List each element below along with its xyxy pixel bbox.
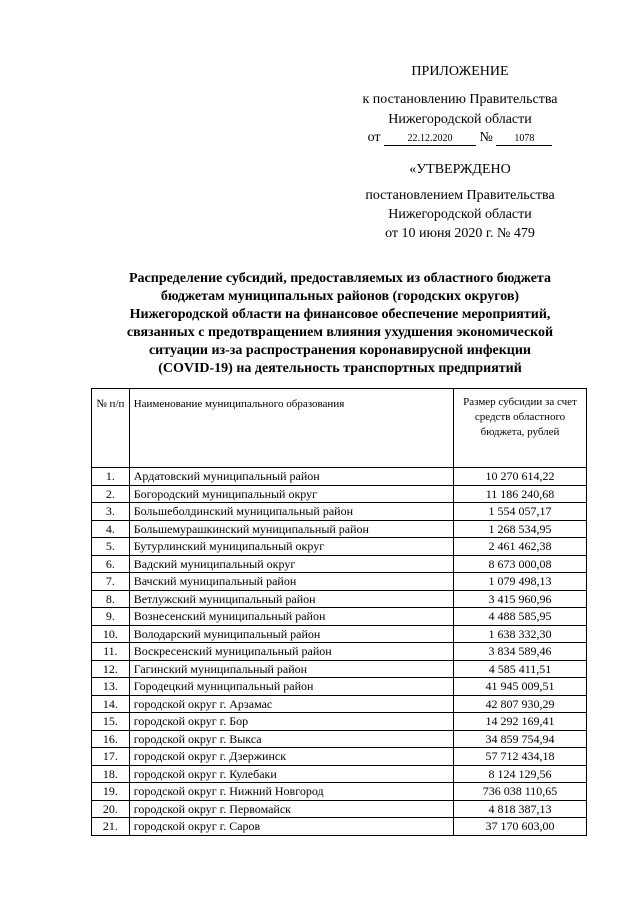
row-municipality: городской округ г. Дзержинск	[129, 748, 453, 766]
row-number: 7.	[92, 573, 130, 591]
table-row	[92, 748, 587, 766]
row-municipality: Вознесенский муниципальный район	[129, 608, 453, 626]
approved-line-2: Нижегородской области	[388, 207, 532, 222]
table-row	[92, 800, 587, 818]
title-line: связанных с предотвращением влияния ухудшения экономической	[126, 325, 554, 340]
row-municipality: Ветлужский муниципальный район	[129, 590, 453, 608]
decree-date: 22.12.2020	[384, 133, 476, 146]
row-municipality: городской округ г. Арзамас	[129, 695, 453, 713]
appendix-label: ПРИЛОЖЕНИЕ	[411, 64, 509, 79]
row-amount: 736 038 110,65	[454, 783, 587, 801]
row-amount: 41 945 009,51	[454, 678, 587, 696]
row-number: 3.	[92, 503, 130, 521]
row-municipality: Вачский муниципальный район	[129, 573, 453, 591]
subsidy-table	[91, 388, 587, 836]
table-row	[92, 678, 587, 696]
row-amount: 1 268 534,95	[454, 520, 587, 538]
table-row	[92, 625, 587, 643]
row-number: 16.	[92, 730, 130, 748]
table-row	[92, 818, 587, 836]
row-amount: 1 079 498,13	[454, 573, 587, 591]
document-title	[95, 270, 585, 378]
row-municipality: городской округ г. Кулебаки	[129, 765, 453, 783]
row-municipality: Большемурашкинский муниципальный район	[129, 520, 453, 538]
row-amount: 3 415 960,96	[454, 590, 587, 608]
row-municipality: Бутурлинский муниципальный округ	[129, 538, 453, 556]
table-row	[92, 608, 587, 626]
row-number: 6.	[92, 555, 130, 573]
row-municipality: Большеболдинский муниципальный район	[129, 503, 453, 521]
row-municipality: городской округ г. Саров	[129, 818, 453, 836]
row-number: 9.	[92, 608, 130, 626]
row-amount: 57 712 434,18	[454, 748, 587, 766]
row-amount: 4 585 411,51	[454, 660, 587, 678]
row-amount: 8 124 129,56	[454, 765, 587, 783]
row-municipality: городской округ г. Нижний Новгород	[129, 783, 453, 801]
row-number: 12.	[92, 660, 130, 678]
decree-number: 1078	[496, 133, 552, 146]
table-row	[92, 660, 587, 678]
appendix-date-line	[330, 128, 590, 148]
appendix-line-1: к постановлению Правительства	[362, 92, 558, 107]
row-number: 4.	[92, 520, 130, 538]
row-amount: 37 170 603,00	[454, 818, 587, 836]
number-sign: №	[479, 130, 493, 145]
table-row	[92, 643, 587, 661]
approved-line-1: постановлением Правительства	[365, 188, 555, 203]
row-amount: 8 673 000,08	[454, 555, 587, 573]
row-amount: 1 638 332,30	[454, 625, 587, 643]
approved-label: «УТВЕРЖДЕНО	[409, 162, 511, 177]
row-amount: 3 834 589,46	[454, 643, 587, 661]
table-row	[92, 730, 587, 748]
title-line: Нижегородской области на финансовое обеспечение мероприятий,	[129, 307, 551, 322]
row-number: 1.	[92, 468, 130, 486]
table-row	[92, 713, 587, 731]
row-amount: 4 818 387,13	[454, 800, 587, 818]
title-line: бюджетам муниципальных районов (городских округов)	[160, 289, 520, 304]
header-num: № п/п	[92, 389, 130, 468]
row-municipality: Гагинский муниципальный район	[129, 660, 453, 678]
table-row	[92, 555, 587, 573]
row-number: 8.	[92, 590, 130, 608]
header-amount: Размер субсидии за счет средств областного бюджета, рублей	[454, 389, 587, 468]
table-row	[92, 695, 587, 713]
row-amount: 2 461 462,38	[454, 538, 587, 556]
row-municipality: Богородский муниципальный округ	[129, 485, 453, 503]
row-amount: 10 270 614,22	[454, 468, 587, 486]
table-row	[92, 783, 587, 801]
row-amount: 14 292 169,41	[454, 713, 587, 731]
row-number: 13.	[92, 678, 130, 696]
row-municipality: городской округ г. Бор	[129, 713, 453, 731]
row-number: 21.	[92, 818, 130, 836]
row-number: 11.	[92, 643, 130, 661]
row-municipality: Городецкий муниципальный район	[129, 678, 453, 696]
row-number: 5.	[92, 538, 130, 556]
table-row	[92, 590, 587, 608]
table-header-row	[92, 389, 587, 468]
row-municipality: Ардатовский муниципальный район	[129, 468, 453, 486]
row-number: 14.	[92, 695, 130, 713]
row-municipality: Володарский муниципальный район	[129, 625, 453, 643]
table-row	[92, 503, 587, 521]
row-number: 15.	[92, 713, 130, 731]
table-body	[92, 468, 587, 836]
title-line: (COVID-19) на деятельность транспортных предприятий	[158, 361, 522, 376]
table-row	[92, 468, 587, 486]
row-number: 2.	[92, 485, 130, 503]
row-municipality: городской округ г. Выкса	[129, 730, 453, 748]
row-number: 18.	[92, 765, 130, 783]
title-line: ситуации из-за распространения коронавирусной инфекции	[148, 343, 532, 358]
table-row	[92, 765, 587, 783]
row-amount: 42 807 930,29	[454, 695, 587, 713]
row-municipality: городской округ г. Первомайск	[129, 800, 453, 818]
row-number: 10.	[92, 625, 130, 643]
header-name: Наименование муниципального образования	[129, 389, 453, 468]
table-row	[92, 538, 587, 556]
appendix-line-2: Нижегородской области	[388, 112, 532, 127]
row-number: 17.	[92, 748, 130, 766]
row-amount: 1 554 057,17	[454, 503, 587, 521]
table-row	[92, 573, 587, 591]
row-amount: 11 186 240,68	[454, 485, 587, 503]
title-line: Распределение субсидий, предоставляемых из областного бюджета	[129, 271, 551, 286]
row-amount: 4 488 585,95	[454, 608, 587, 626]
approved-line-3: от 10 июня 2020 г. № 479	[385, 226, 535, 241]
row-amount: 34 859 754,94	[454, 730, 587, 748]
row-municipality: Воскресенский муниципальный район	[129, 643, 453, 661]
row-number: 20.	[92, 800, 130, 818]
table-row	[92, 485, 587, 503]
row-number: 19.	[92, 783, 130, 801]
from-label: от	[367, 130, 381, 145]
row-municipality: Вадский муниципальный округ	[129, 555, 453, 573]
table-row	[92, 520, 587, 538]
